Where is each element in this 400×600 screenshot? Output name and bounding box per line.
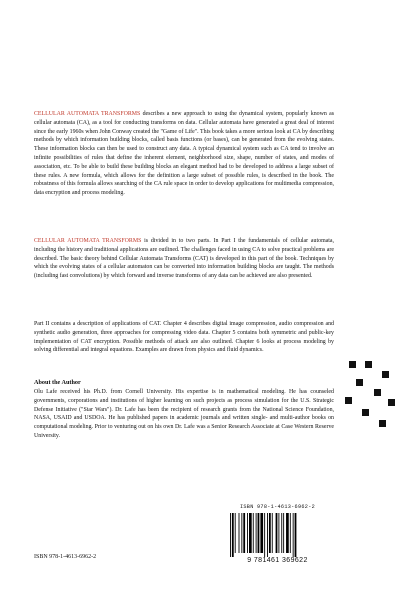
description-paragraph-3: Part II contains a description of applications of CAT. Chapter 4 describes digital image compression, audio compression and synthetic audio generation, three approaches for compressing video data. Chapter 5 contains both symmetric and public-key implementation of CAT encryption. Possible methods of attack are also outlined. Chapter 6 looks at process modeling by solving differential and integral equations. Examples are drawn from physics and fluid dynamics. <box>34 321 334 354</box>
barcode-bar <box>243 513 245 553</box>
barcode-bar <box>286 513 289 553</box>
barcode-bar <box>256 513 257 553</box>
barcode-bar <box>249 513 252 553</box>
paragraph-1-body: describes a new approach to using the dynamical system, popularly known as cellular automata (CA), as a tool for conducting transforms on data. Cellular automata have generated a great deal of interest since the early 1960s when John Conway created the "Game of Life". This book takes a more serious look at CA by describing methods by which information building blocks, called basis functions (or bases), can be generated from the evolving states. These information blocks can then be used to construct any data. A typical dynamical system such as CA tend to involve an infinite possibilities of rules that define the inherent element, neighborhood size, shape, number of states, and modes of association, etc. To be able to build these building blocks an elegant method had to be developed to address a large subset of these rules. A new formula, which allows for the definition a large subset of possible rules, is described in the book. The robustness of this formula allows searching of the CA rule space in order to develop applications for multimedia compression, data encryption and process modeling. <box>34 111 334 197</box>
isbn-footer: ISBN 978-1-4613-6962-2 <box>34 554 97 560</box>
barcode-number: 9 781461 369622 <box>247 557 308 564</box>
barcode-bar <box>253 513 254 553</box>
barcode-bar <box>264 513 265 557</box>
barcode-bar <box>281 513 282 553</box>
description-paragraph-2 <box>34 237 334 281</box>
barcode-bar <box>267 513 268 557</box>
barcode-bar <box>235 513 236 553</box>
barcode-bar <box>293 513 294 557</box>
barcode-bar <box>269 513 271 553</box>
about-author-heading: About the Author <box>34 379 81 386</box>
barcode-bar <box>276 513 278 553</box>
paragraph-2-body: is divided in to two parts. In Part I the fundamentals of cellular automata, including the history and traditional applications are outlined. The challenges faced in using CA to solve practical problems are described. The basic theory behind Cellular Automata Transforms (CAT) is developed in this part of the book. Techniques by which the evolving states of a cellular automaton can be converted into information building blocks are taught. The methods (including fast convolutions) by which forward and inverse transforms of any data can be achieved are also presented. <box>34 238 334 280</box>
barcode-bar <box>258 513 260 553</box>
barcode-bar <box>247 513 248 553</box>
barcode-bar <box>283 513 284 553</box>
barcode-bar <box>260 513 263 553</box>
barcode <box>222 504 333 568</box>
barcode-bar <box>232 513 234 557</box>
barcode-bar <box>239 513 240 553</box>
barcode-bar <box>295 513 297 557</box>
barcode-bar <box>290 513 291 553</box>
barcode-bar <box>278 513 279 553</box>
description-paragraph-1 <box>34 110 334 198</box>
barcode-bar <box>241 513 242 553</box>
barcode-bars <box>228 513 328 557</box>
barcode-bar <box>272 513 273 553</box>
about-author-body: Olu Lafe received his Ph.D. from Cornell University. His expertise is in mathematical modeling. He has counseled governments, corporations and institutions of higher learning on such projects as process simulation for the U.S. Strategic Defense Initiative ("Star Wars"). Dr. Lafe has been the recipient of research grants from the National Science Foundation, NASA, USAID and USDOA. He has published papers in academic journals and written single- and multi-author books on computational modeling. Prior to venturing out on his own Dr. Lafe was a Senior Research Associate at Case Western Reserve University. <box>34 389 334 439</box>
book-title-highlight-2: CELLULAR AUTOMATA TRANSFORMS <box>34 238 142 244</box>
barcode-isbn-label: ISBN 978-1-4613-6962-2 <box>239 504 316 510</box>
barcode-bar <box>230 513 231 557</box>
book-title-highlight: CELLULAR AUTOMATA TRANSFORMS <box>34 111 141 117</box>
